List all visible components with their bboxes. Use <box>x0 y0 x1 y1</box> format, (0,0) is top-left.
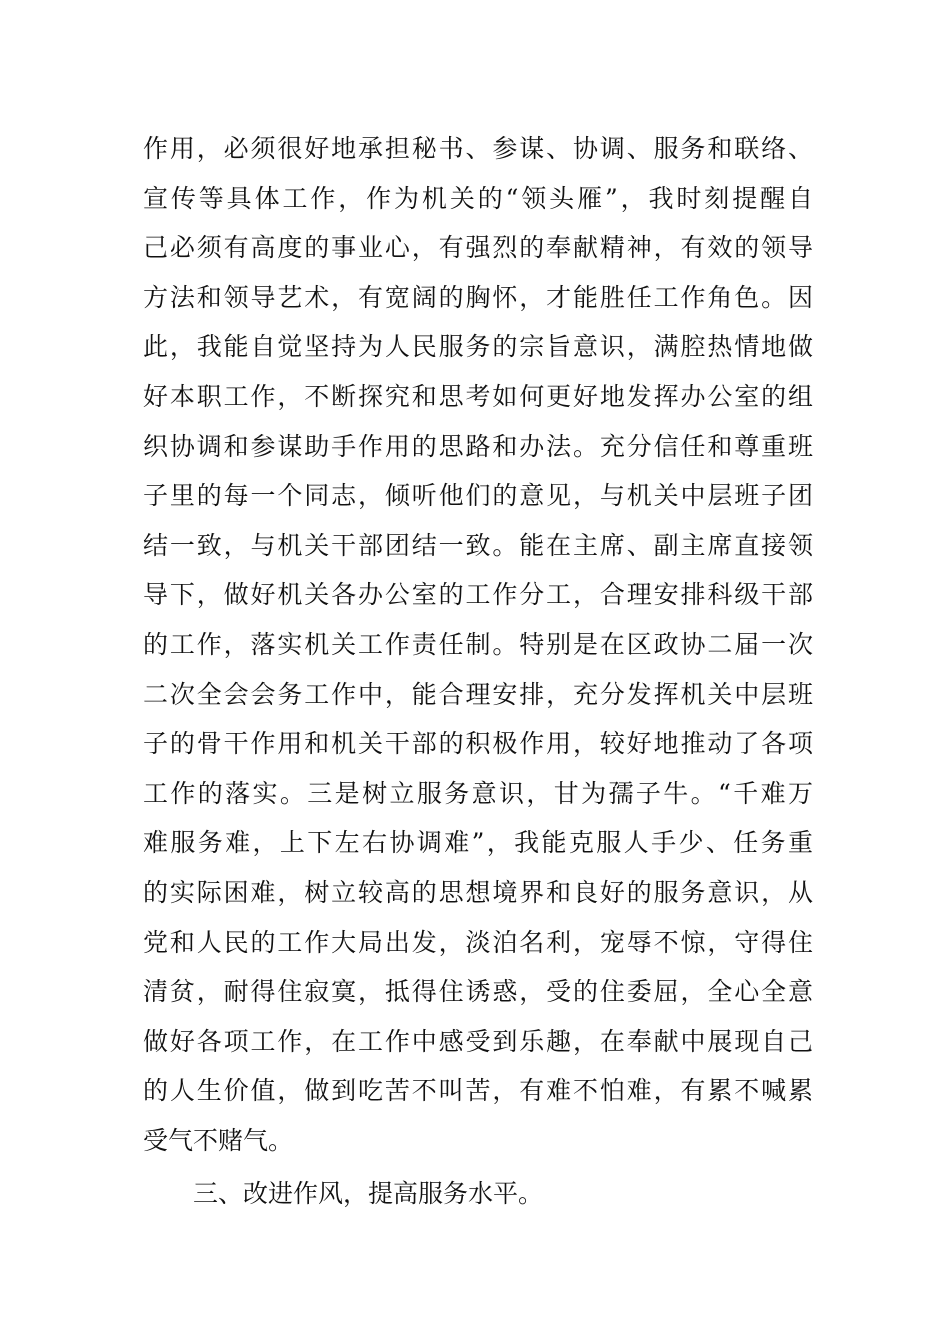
paragraph-line: 的实际困难，树立较高的思想境界和良好的服务意识，从 <box>143 877 813 907</box>
paragraph-line: 好本职工作，不断探究和思考如何更好地发挥办公室的组 <box>143 381 813 411</box>
paragraph-line: 此，我能自觉坚持为人民服务的宗旨意识，满腔热情地做 <box>143 332 813 362</box>
paragraph-line: 工作的落实。三是树立服务意识，甘为孺子牛。“千难万 <box>143 778 813 808</box>
paragraph-line: 子的骨干作用和机关干部的积极作用，较好地推动了各项 <box>143 729 813 759</box>
paragraph-line: 的工作，落实机关工作责任制。特别是在区政协二届一次 <box>143 629 813 659</box>
paragraph-line: 的人生价值，做到吃苦不叫苦，有难不怕难，有累不喊累 <box>143 1076 813 1106</box>
paragraph-line: 织协调和参谋助手作用的思路和办法。充分信任和尊重班 <box>143 431 813 461</box>
paragraph-line: 清贫，耐得住寂寞，抵得住诱惑，受的住委屈，全心全意 <box>143 977 813 1007</box>
paragraph-line: 受气不赌气。 <box>143 1125 294 1155</box>
paragraph-line: 宣传等具体工作，作为机关的“领头雁”，我时刻提醒自 <box>143 183 813 213</box>
paragraph-line: 结一致，与机关干部团结一致。能在主席、副主席直接领 <box>143 530 813 560</box>
paragraph-line: 作用，必须很好地承担秘书、参谋、协调、服务和联络、 <box>143 134 813 163</box>
paragraph-line: 方法和领导艺术，有宽阔的胸怀，才能胜任工作角色。因 <box>143 282 813 312</box>
paragraph-line: 二次全会会务工作中，能合理安排，充分发挥机关中层班 <box>143 679 813 709</box>
section-heading: 三、改进作风，提高服务水平。 <box>193 1179 544 1208</box>
paragraph-line: 子里的每一个同志，倾听他们的意见，与机关中层班子团 <box>143 481 813 511</box>
paragraph-line: 做好各项工作，在工作中感受到乐趣，在奉献中展现自己 <box>143 1026 813 1056</box>
body-paragraph <box>143 124 813 1165</box>
paragraph-line: 己必须有高度的事业心，有强烈的奉献精神，有效的领导 <box>143 233 813 263</box>
paragraph-line: 难服务难，上下左右协调难”，我能克服人手少、任务重 <box>143 828 813 858</box>
paragraph-line: 导下，做好机关各办公室的工作分工，合理安排科级干部 <box>143 580 813 610</box>
paragraph-line: 党和人民的工作大局出发，淡泊名利，宠辱不惊，守得住 <box>143 927 813 957</box>
